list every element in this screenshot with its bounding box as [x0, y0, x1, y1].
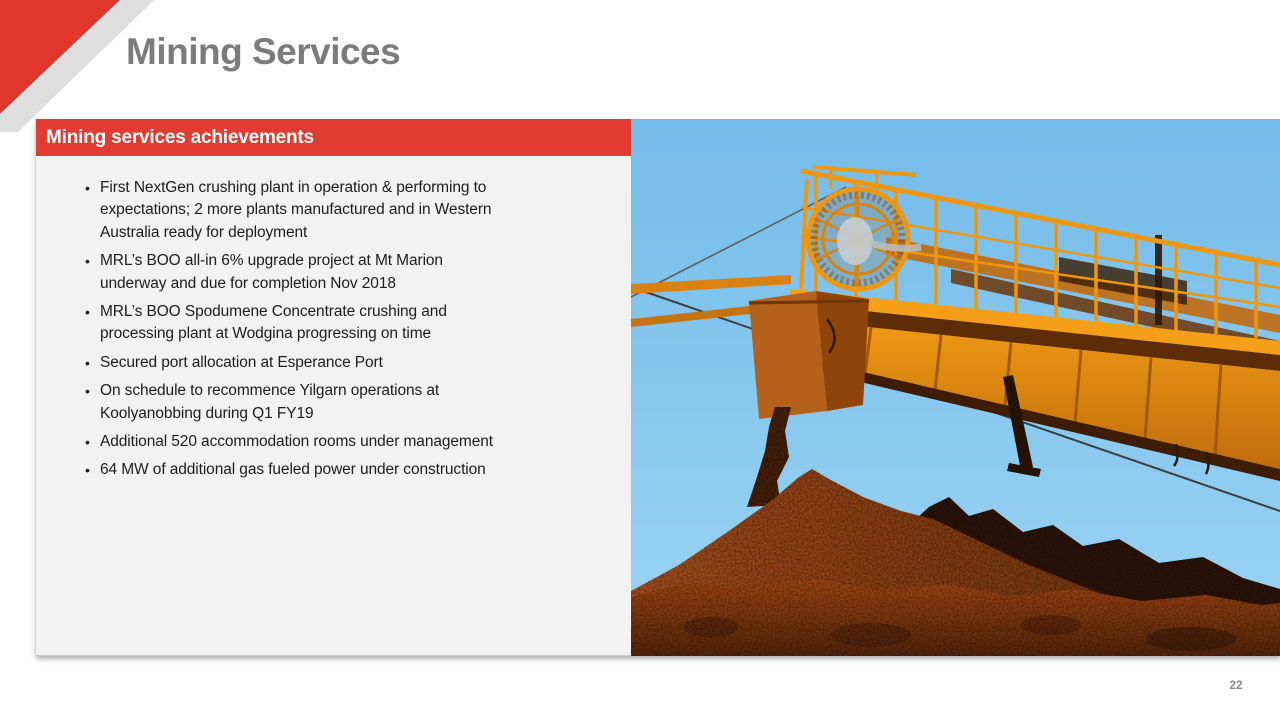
mining-photo-svg — [631, 119, 1280, 656]
bullet-item: • First NextGen crushing plant in operation & performing to expectations; 2 more plants manufactured and in Western Australia ready for deployment — [100, 177, 502, 244]
page-number: 22 — [1229, 678, 1243, 692]
discharge-chute — [749, 291, 869, 419]
bullet-item: • Secured port allocation at Esperance Port — [100, 352, 502, 374]
mining-photo — [631, 119, 1280, 656]
bullet-item: • On schedule to recommence Yilgarn operations at Koolyanobbing during Q1 FY19 — [100, 380, 502, 425]
achievements-panel — [35, 119, 631, 656]
red-triangle — [0, 0, 120, 114]
bullet-item: • MRL’s BOO Spodumene Concentrate crushing and processing plant at Wodgina progressing on time — [100, 301, 502, 346]
panel-header: Mining services achievements — [36, 119, 631, 156]
bullet-item: • MRL’s BOO all-in 6% upgrade project at Mt Marion underway and due for completion Nov 2018 — [100, 250, 502, 295]
bullet-item: • 64 MW of additional gas fueled power under construction — [100, 459, 502, 481]
bullet-item: • Additional 520 accommodation rooms under management — [100, 431, 502, 453]
bullet-list — [100, 177, 502, 482]
page-title: Mining Services — [126, 31, 401, 72]
content-box — [35, 119, 1280, 656]
